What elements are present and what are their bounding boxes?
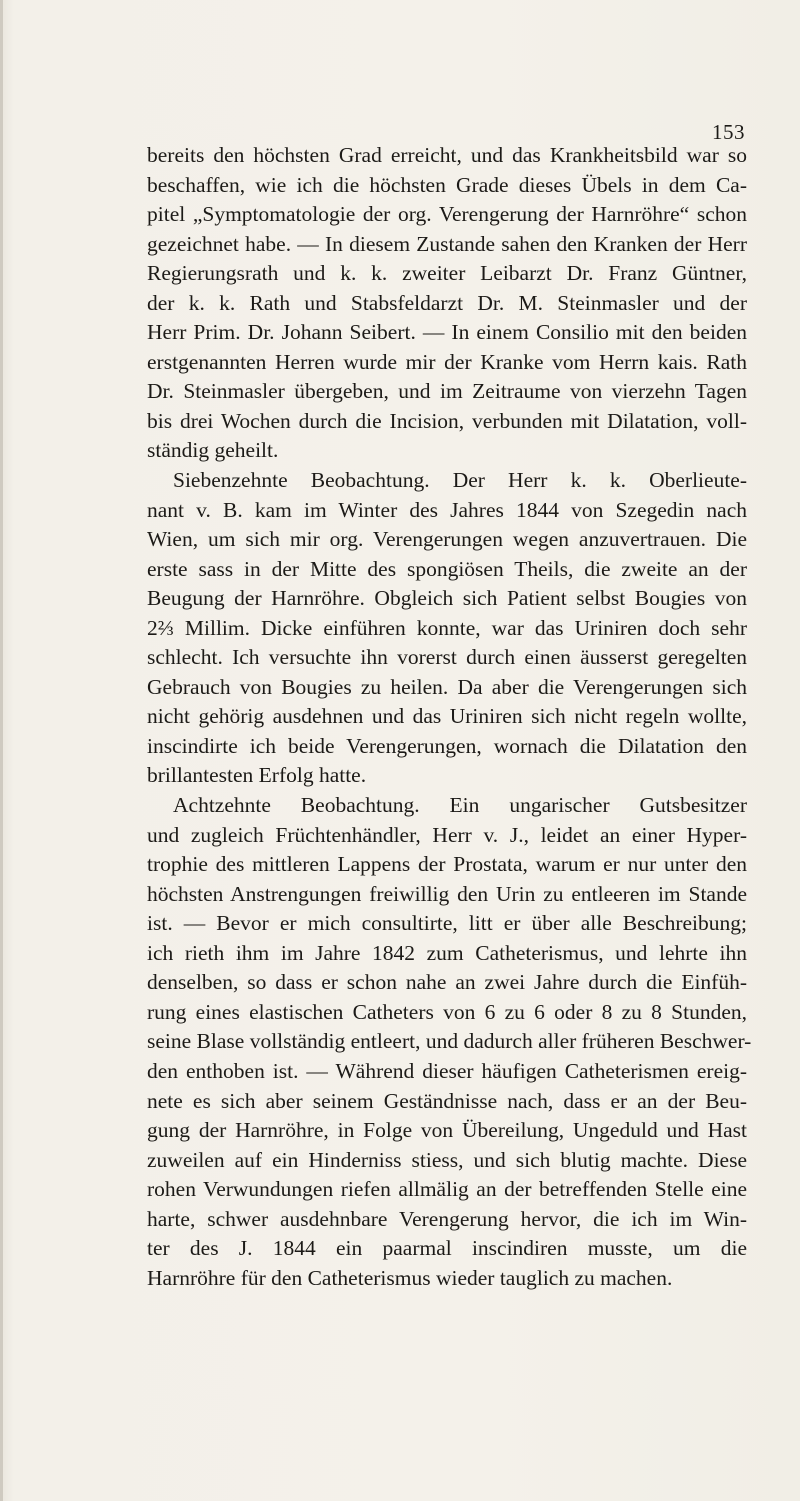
page-number: 153 <box>712 120 745 144</box>
text-line: beschaffen, wie ich die höchsten Grade dieses Übels in dem Ca- <box>147 172 747 197</box>
text-line: den enthoben ist. — Während dieser häufigen Catheterismen ereig- <box>147 1058 747 1083</box>
text-line: inscindirte ich beide Verengerungen, wornach die Dilatation den <box>147 733 747 758</box>
text-line: ter des J. 1844 ein paarmal inscindiren musste, um die <box>147 1236 747 1261</box>
text-line: harte, schwer ausdehnbare Verengerung hervor, die ich im Win- <box>147 1206 747 1231</box>
text-line: rohen Verwundungen riefen allmälig an der betreffenden Stelle eine <box>147 1177 747 1202</box>
text-line: zuweilen auf ein Hinderniss stiess, und sich blutig machte. Diese <box>147 1147 747 1172</box>
text-line: ich rieth ihm im Jahre 1842 zum Catheterismus, und lehrte ihn <box>147 940 747 965</box>
text-line: trophie des mittleren Lappens der Prostata, warum er nur unter den <box>147 852 747 877</box>
text-line: gung der Harnröhre, in Folge von Übereilung, Ungeduld und Hast <box>147 1118 747 1143</box>
text-line: ist. — Bevor er mich consultirte, litt er über alle Beschreibung; <box>147 911 747 936</box>
text-line: pitel „Symptomatologie der org. Verengerung der Harnröhre“ schon <box>147 202 747 227</box>
text-line: denselben, so dass er schon nahe an zwei Jahre durch die Einfüh- <box>147 970 747 995</box>
text-line: erste sass in der Mitte des spongiösen Theils, die zweite an der <box>147 556 747 581</box>
text-line: gezeichnet habe. — In diesem Zustande sahen den Kranken der Herr <box>147 231 747 256</box>
text-line: rung eines elastischen Catheters von 6 zu 6 oder 8 zu 8 Stunden, <box>147 999 747 1024</box>
text-line: der k. k. Rath und Stabsfeldarzt Dr. M. Steinmasler und der <box>147 290 747 315</box>
body-text <box>147 141 752 1293</box>
text-line: Beugung der Harnröhre. Obgleich sich Patient selbst Bougies von <box>147 586 747 611</box>
text-line: Herr Prim. Dr. Johann Seibert. — In einem Consilio mit den beiden <box>147 320 747 345</box>
text-line: Wien, um sich mir org. Verengerungen wegen anzuvertrauen. Die <box>147 527 747 552</box>
text-line: Achtzehnte Beobachtung. Ein ungarischer Gutsbesitzer <box>173 793 747 818</box>
binding-edge <box>0 0 3 1501</box>
text-line: Dr. Steinmasler übergeben, und im Zeitraume von vierzehn Tagen <box>147 379 747 404</box>
text-line: nete es sich aber seinem Geständnisse nach, dass er an der Beu- <box>147 1088 747 1113</box>
text-line: und zugleich Früchtenhändler, Herr v. J., leidet an einer Hyper- <box>147 822 747 847</box>
text-line: nant v. B. kam im Winter des Jahres 1844 von Szegedin nach <box>147 497 747 522</box>
text-line: Gebrauch von Bougies zu heilen. Da aber die Verengerungen sich <box>147 674 747 699</box>
text-line: erstgenannten Herren wurde mir der Kranke vom Herrn kais. Rath <box>147 349 747 374</box>
text-line: Harnröhre für den Catheterismus wieder tauglich zu machen. <box>147 1265 673 1290</box>
text-line: ständig geheilt. <box>147 438 279 463</box>
text-line: seine Blase vollständig entleert, und dadurch aller früheren Beschwer- <box>147 1029 752 1054</box>
text-line: schlecht. Ich versuchte ihn vorerst durch einen äusserst geregelten <box>147 645 747 670</box>
text-line: Regierungsrath und k. k. zweiter Leibarzt Dr. Franz Güntner, <box>147 261 747 286</box>
text-line: höchsten Anstrengungen freiwillig den Urin zu entleeren im Stande <box>147 881 747 906</box>
text-line: bereits den höchsten Grad erreicht, und das Krankheitsbild war so <box>147 143 747 167</box>
text-line: nicht gehörig ausdehnen und das Uriniren sich nicht regeln wollte, <box>147 704 747 729</box>
text-line: bis drei Wochen durch die Incision, verbunden mit Dilatation, voll- <box>147 408 747 433</box>
text-line: brillantesten Erfolg hatte. <box>147 763 367 788</box>
text-line: 2⅔ Millim. Dicke einführen konnte, war das Uriniren doch sehr <box>147 615 747 640</box>
text-line: Siebenzehnte Beobachtung. Der Herr k. k. Oberlieute- <box>173 468 747 493</box>
